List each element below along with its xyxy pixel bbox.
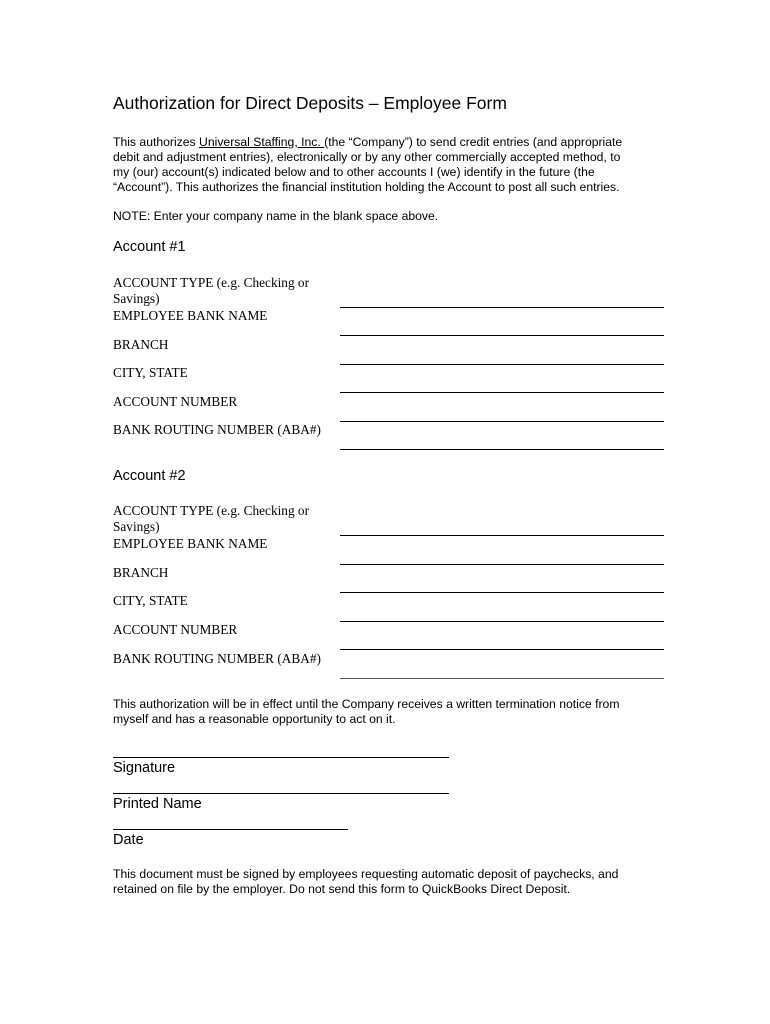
- footer-line-1: This document must be signed by employees requesting automatic deposit of paychecks, and: [113, 867, 619, 881]
- footer-paragraph: [113, 867, 673, 897]
- signature-field[interactable]: [113, 757, 449, 758]
- account-1-type-field[interactable]: [340, 307, 664, 308]
- account-1-branch-field[interactable]: [340, 364, 664, 365]
- account-2-bank-name-field[interactable]: [340, 564, 664, 565]
- intro-line-1-rest: (the “Company”) to send credit entries (and appropriate: [324, 135, 623, 149]
- account-1-routing-number-field[interactable]: [340, 449, 664, 450]
- intro-line-2: debit and adjustment entries), electronically or by any other commercially accepted method, to: [113, 150, 621, 164]
- signature-label: Signature: [113, 760, 176, 776]
- company-name: Universal Staffing, Inc.: [199, 135, 325, 149]
- termination-paragraph: [113, 697, 673, 727]
- account-2-type-label: [113, 503, 309, 535]
- intro-prefix: This authorizes: [113, 135, 200, 149]
- account-1-type-label: [113, 275, 309, 307]
- intro-line-3: my (our) account(s) indicated below and to other accounts I (we) identify in the future (the: [113, 165, 595, 179]
- account-2-bank-name-label: EMPLOYEE BANK NAME: [113, 536, 268, 551]
- account-2-type-field[interactable]: [340, 535, 664, 536]
- account-1-type-label-line-1: ACCOUNT TYPE (e.g. Checking or: [113, 275, 309, 290]
- account-1-city-state-field[interactable]: [340, 392, 664, 393]
- account-1-bank-name-field[interactable]: [340, 335, 664, 336]
- account-1-account-number-field[interactable]: [340, 421, 664, 422]
- account-2-account-number-field[interactable]: [340, 649, 664, 650]
- printed-name-label: Printed Name: [113, 796, 202, 812]
- account-2-type-label-line-2: Savings): [113, 519, 160, 534]
- account-2-branch-label: BRANCH: [113, 565, 169, 580]
- footer-line-2: retained on file by the employer. Do not send this form to QuickBooks Direct Deposit.: [113, 882, 571, 896]
- intro-paragraph: [113, 135, 673, 195]
- account-2-routing-number-label: BANK ROUTING NUMBER (ABA#): [113, 651, 321, 666]
- termination-line-2: myself and has a reasonable opportunity to act on it.: [113, 712, 396, 726]
- account-2-heading: Account #2: [113, 468, 186, 484]
- printed-name-field[interactable]: [113, 793, 449, 794]
- account-2-routing-number-field[interactable]: [340, 678, 664, 679]
- intro-line-4: “Account”). This authorizes the financial institution holding the Account to post all such entries.: [113, 180, 620, 194]
- account-2-city-state-label: CITY, STATE: [113, 593, 188, 608]
- date-field[interactable]: [113, 829, 348, 830]
- account-1-heading: Account #1: [113, 239, 186, 255]
- account-1-bank-name-label: EMPLOYEE BANK NAME: [113, 308, 268, 323]
- termination-line-1: This authorization will be in effect until the Company receives a written termination notice from: [113, 697, 620, 711]
- account-2-city-state-field[interactable]: [340, 621, 664, 622]
- account-2-type-label-line-1: ACCOUNT TYPE (e.g. Checking or: [113, 503, 309, 518]
- account-2-branch-field[interactable]: [340, 592, 664, 593]
- account-1-city-state-label: CITY, STATE: [113, 365, 188, 380]
- account-1-account-number-label: ACCOUNT NUMBER: [113, 394, 238, 409]
- intro-line-1: [113, 135, 673, 150]
- account-1-type-label-line-2: Savings): [113, 291, 160, 306]
- page-title: Authorization for Direct Deposits – Employee Form: [113, 93, 507, 113]
- date-label: Date: [113, 832, 144, 848]
- note-text: NOTE: Enter your company name in the blank space above.: [113, 209, 439, 223]
- account-2-account-number-label: ACCOUNT NUMBER: [113, 622, 238, 637]
- account-1-branch-label: BRANCH: [113, 337, 169, 352]
- account-1-routing-number-label: BANK ROUTING NUMBER (ABA#): [113, 422, 321, 437]
